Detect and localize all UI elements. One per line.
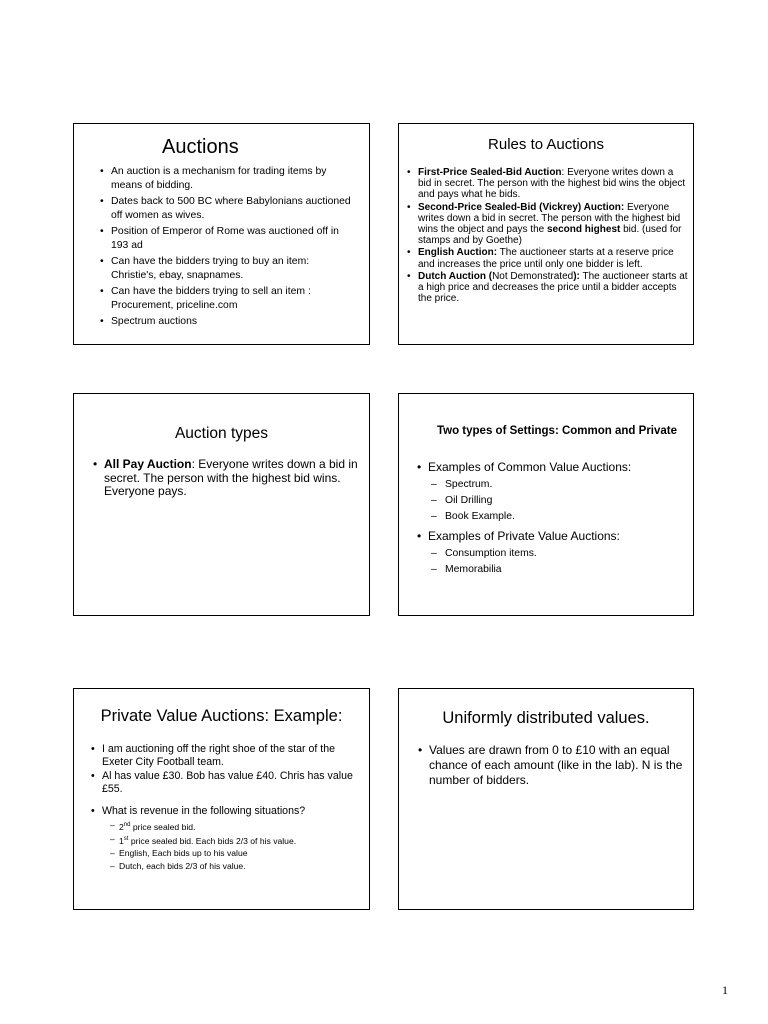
sub-list-text: price sealed bid. (130, 821, 196, 832)
slide-title: Private Value Auctions: Example: (100, 707, 343, 725)
sub-list (428, 477, 694, 525)
list-item: • Can have the bidders trying to buy an item: Christie's, ebay, snapnames. (111, 255, 356, 282)
definition: : Everyone writes down a bid in secret. The person with the highest bid wins the object and pays what he bids. (418, 167, 686, 201)
definition: Everyone writes down a bid in secret. The person with the highest bid wins the object and pays the (418, 201, 681, 236)
term: Dutch Auction ( (418, 270, 493, 282)
list-item (102, 805, 364, 872)
sub-list-item: – Dutch, each bids 2/3 of his value. (119, 860, 370, 873)
sub-list-item: – Consumption items. (445, 546, 694, 562)
list-item: • Values are drawn from 0 to £10 with an equal chance of each amount (like in the lab). N is the number of bidders. (429, 743, 691, 788)
note: Not Demonstrated (492, 270, 574, 282)
slide-title: Auctions (162, 136, 239, 158)
bullet-list (428, 460, 688, 582)
slide-title: Uniformly distributed values. (442, 709, 650, 727)
list-item: • Spectrum auctions (111, 315, 356, 329)
list-item: • Dates back to 500 BC where Babylonians auctioned off women as wives. (111, 195, 356, 222)
list-item-label: What is revenue in the following situations? (102, 805, 306, 817)
slide-rules-to-auctions (398, 123, 694, 345)
slide-private-value-example (73, 688, 370, 910)
page-number: 1 (722, 983, 728, 997)
slide-title: Auction types (174, 425, 269, 442)
slide-uniform-values (398, 688, 694, 910)
list-item: • I am auctioning off the right shoe of the star of the Exeter City Football team. (102, 743, 364, 768)
list-item (428, 529, 688, 578)
list-item-label: Examples of Common Value Auctions: (428, 460, 632, 474)
definition: The auctioneer starts at a reserve price and increases the price until only one bidder is left. (418, 247, 674, 270)
slide-settings (398, 393, 694, 616)
term: All Pay Auction (104, 457, 192, 471)
slide-title: Two types of Settings: Common and Private (436, 425, 678, 437)
term: English Auction: (418, 247, 498, 259)
definition-end: bid. (used for stamps and by Goethe) (418, 224, 682, 247)
bullet-list (418, 167, 688, 305)
ordinal-number: 1 (119, 835, 124, 846)
list-item: • Position of Emperor of Rome was auctioned off in 193 ad (111, 225, 356, 252)
list-item (428, 460, 688, 525)
sub-list-item (119, 833, 370, 847)
sub-list-item: – English, Each bids up to his value (119, 847, 370, 860)
sub-list-item (119, 819, 370, 833)
list-item (418, 247, 688, 269)
sub-list-item: – Oil Drilling (445, 493, 694, 509)
sub-list-item: – Book Example. (445, 509, 694, 525)
sub-list-item: – Memorabilia (445, 562, 694, 578)
list-item (418, 271, 688, 305)
ordinal-suffix: nd (123, 821, 131, 828)
list-item (418, 167, 688, 201)
slide-auction-types (73, 393, 370, 616)
bullet-list (102, 743, 364, 874)
list-item (104, 458, 366, 499)
definition: The auctioneer starts at a high price and decreases the price until a bidder accepts the price. (418, 270, 688, 305)
list-item: • An auction is a mechanism for trading items by means of bidding. (111, 165, 356, 192)
definition: : Everyone writes down a bid in secret. The person with the highest bid wins. Everyone pays. (104, 457, 358, 498)
bullet-list (429, 743, 691, 788)
term-end: ): (573, 270, 580, 282)
slide-title: Rules to Auctions (488, 136, 604, 153)
bullet-list (111, 165, 356, 332)
ordinal-suffix: st (123, 835, 129, 842)
sub-list-text: price sealed bid. Each bids 2/3 of his value. (128, 835, 297, 846)
term: Second-Price Sealed-Bid (Vickrey) Auction: (418, 201, 625, 213)
term: First-Price Sealed-Bid Auction (418, 167, 562, 178)
bullet-list (104, 458, 366, 499)
sub-list (102, 819, 370, 873)
slide-auctions (73, 123, 370, 345)
list-item (418, 202, 688, 247)
list-item: • Al has value £30. Bob has value £40. Chris has value £55. (102, 770, 364, 795)
list-item-label: Examples of Private Value Auctions: (428, 529, 620, 543)
sub-list (428, 546, 694, 578)
sub-list-item: – Spectrum. (445, 477, 694, 493)
ordinal-number: 2 (119, 821, 124, 832)
list-item: • Can have the bidders trying to sell an item : Procurement, priceline.com (111, 285, 356, 312)
emphasis: second highest (546, 224, 621, 236)
